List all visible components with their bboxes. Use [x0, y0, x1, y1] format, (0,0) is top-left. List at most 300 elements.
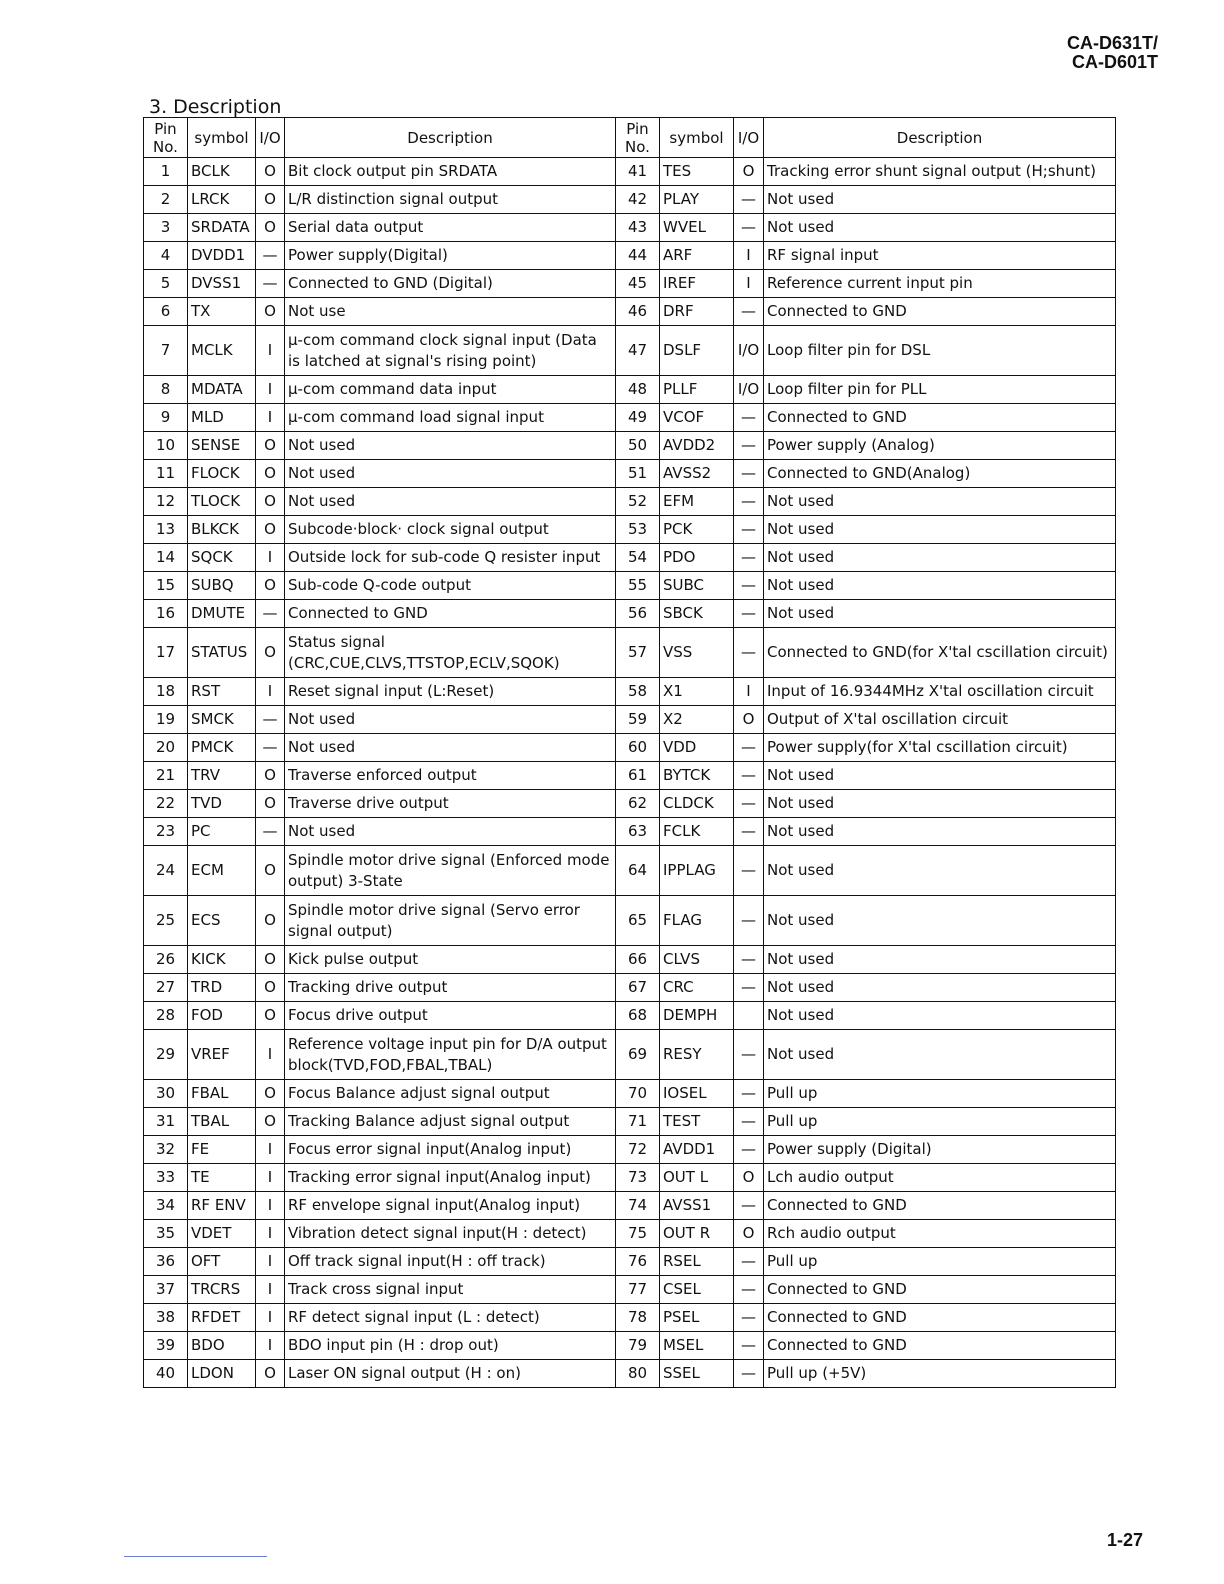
pin-symbol: TES — [660, 158, 734, 186]
pin-number: 26 — [144, 946, 188, 974]
pin-number: 11 — [144, 460, 188, 488]
pin-number: 66 — [616, 946, 660, 974]
pin-io: — — [734, 1136, 764, 1164]
pin-description: Not use — [285, 298, 616, 326]
pin-symbol: SBCK — [660, 600, 734, 628]
pin-number: 77 — [616, 1276, 660, 1304]
pin-symbol: ARF — [660, 242, 734, 270]
pin-io: O — [734, 158, 764, 186]
pin-number: 64 — [616, 846, 660, 896]
pin-description: μ-com command clock signal input (Data is latched at signal's rising point) — [285, 326, 616, 376]
pin-number: 18 — [144, 678, 188, 706]
table-row — [144, 734, 1116, 762]
table-row — [144, 946, 1116, 974]
pin-description: Not used — [764, 790, 1116, 818]
pin-number: 2 — [144, 186, 188, 214]
pin-symbol: FOD — [188, 1002, 256, 1030]
pin-symbol: SQCK — [188, 544, 256, 572]
pin-description: Status signal (CRC,CUE,CLVS,TTSTOP,ECLV,SQOK) — [285, 628, 616, 678]
pin-symbol: BCLK — [188, 158, 256, 186]
pin-description: Reset signal input (L:Reset) — [285, 678, 616, 706]
table-row — [144, 762, 1116, 790]
pin-symbol: TE — [188, 1164, 256, 1192]
pin-number: 43 — [616, 214, 660, 242]
pin-number: 55 — [616, 572, 660, 600]
pin-description: RF signal input — [764, 242, 1116, 270]
pin-symbol: BDO — [188, 1332, 256, 1360]
pin-symbol: DSLF — [660, 326, 734, 376]
table-row — [144, 790, 1116, 818]
pin-symbol: PSEL — [660, 1304, 734, 1332]
model-number — [1067, 34, 1158, 72]
pin-number: 65 — [616, 896, 660, 946]
pin-io: — — [734, 516, 764, 544]
pin-io: — — [734, 460, 764, 488]
pin-description: Bit clock output pin SRDATA — [285, 158, 616, 186]
table-row — [144, 1276, 1116, 1304]
pin-number: 67 — [616, 974, 660, 1002]
pin-io: I — [256, 544, 285, 572]
pin-description: Connected to GND — [764, 1304, 1116, 1332]
pin-io: O — [734, 706, 764, 734]
table-row — [144, 1304, 1116, 1332]
pin-description: Not used — [764, 186, 1116, 214]
table-row — [144, 846, 1116, 896]
pin-symbol: MLD — [188, 404, 256, 432]
pin-number: 53 — [616, 516, 660, 544]
pin-symbol: SUBQ — [188, 572, 256, 600]
pin-description: Focus error signal input(Analog input) — [285, 1136, 616, 1164]
pin-io: O — [256, 432, 285, 460]
pin-io: — — [734, 1276, 764, 1304]
pin-description: Connected to GND — [764, 404, 1116, 432]
pin-number: 38 — [144, 1304, 188, 1332]
pin-description: Not used — [285, 734, 616, 762]
pin-io: — — [734, 186, 764, 214]
pin-symbol: MDATA — [188, 376, 256, 404]
pin-number: 32 — [144, 1136, 188, 1164]
pin-symbol: RF ENV — [188, 1192, 256, 1220]
pin-description: Sub-code Q-code output — [285, 572, 616, 600]
pin-number: 36 — [144, 1248, 188, 1276]
pin-symbol: VREF — [188, 1030, 256, 1080]
pin-number: 61 — [616, 762, 660, 790]
pin-description: Reference current input pin — [764, 270, 1116, 298]
pin-description: Traverse drive output — [285, 790, 616, 818]
pin-number: 24 — [144, 846, 188, 896]
pin-description: Connected to GND (Digital) — [285, 270, 616, 298]
pin-symbol: AVSS2 — [660, 460, 734, 488]
pin-io: I — [256, 1220, 285, 1248]
table-row — [144, 1030, 1116, 1080]
pin-description: Vibration detect signal input(H : detect) — [285, 1220, 616, 1248]
pin-symbol: RSEL — [660, 1248, 734, 1276]
pin-io: O — [256, 460, 285, 488]
pin-io: I — [734, 242, 764, 270]
pin-io: — — [734, 214, 764, 242]
pin-symbol: MCLK — [188, 326, 256, 376]
pin-symbol: PCK — [660, 516, 734, 544]
pin-number: 4 — [144, 242, 188, 270]
pin-number: 8 — [144, 376, 188, 404]
pin-io: — — [734, 1192, 764, 1220]
pin-description: Not used — [764, 818, 1116, 846]
pin-description: BDO input pin (H : drop out) — [285, 1332, 616, 1360]
pin-io: O — [256, 974, 285, 1002]
pin-io: — — [256, 270, 285, 298]
pin-description: Track cross signal input — [285, 1276, 616, 1304]
pin-io: I — [256, 678, 285, 706]
pin-symbol: STATUS — [188, 628, 256, 678]
pin-number: 45 — [616, 270, 660, 298]
pin-description: Not used — [764, 1030, 1116, 1080]
pin-description: Not used — [285, 706, 616, 734]
pin-number: 46 — [616, 298, 660, 326]
pin-description: μ-com command data input — [285, 376, 616, 404]
pin-description: Power supply(Digital) — [285, 242, 616, 270]
pin-description: Output of X'tal oscillation circuit — [764, 706, 1116, 734]
pin-symbol: BYTCK — [660, 762, 734, 790]
pin-number: 34 — [144, 1192, 188, 1220]
pin-description: Pull up — [764, 1108, 1116, 1136]
pin-io: I/O — [734, 376, 764, 404]
pin-symbol: PDO — [660, 544, 734, 572]
pin-io: — — [734, 1304, 764, 1332]
pin-number: 40 — [144, 1360, 188, 1388]
pin-symbol: DMUTE — [188, 600, 256, 628]
pin-number: 31 — [144, 1108, 188, 1136]
pin-io: O — [256, 896, 285, 946]
pin-io: — — [734, 544, 764, 572]
pin-description: Spindle motor drive signal (Servo error signal output) — [285, 896, 616, 946]
pin-description: Power supply(for X'tal cscillation circuit) — [764, 734, 1116, 762]
pin-number: 28 — [144, 1002, 188, 1030]
pin-description: Power supply (Digital) — [764, 1136, 1116, 1164]
pin-number: 13 — [144, 516, 188, 544]
pin-io: — — [734, 432, 764, 460]
pin-symbol: FCLK — [660, 818, 734, 846]
pin-description: Subcode·block· clock signal output — [285, 516, 616, 544]
pin-io: — — [734, 488, 764, 516]
pin-description: Power supply (Analog) — [764, 432, 1116, 460]
pin-description: Tracking error signal input(Analog input) — [285, 1164, 616, 1192]
pin-number: 9 — [144, 404, 188, 432]
header-io: I/O — [734, 118, 764, 158]
pin-symbol: FLAG — [660, 896, 734, 946]
pin-description: RF envelope signal input(Analog input) — [285, 1192, 616, 1220]
pin-io — [734, 1002, 764, 1030]
pin-description: Connected to GND — [764, 1332, 1116, 1360]
table-row — [144, 572, 1116, 600]
pin-description: Not used — [285, 488, 616, 516]
pin-symbol: TRV — [188, 762, 256, 790]
pin-number: 48 — [616, 376, 660, 404]
table-row — [144, 186, 1116, 214]
table-row — [144, 628, 1116, 678]
pin-description: Connected to GND — [285, 600, 616, 628]
pin-description: Loop filter pin for DSL — [764, 326, 1116, 376]
pin-number: 69 — [616, 1030, 660, 1080]
pin-number: 75 — [616, 1220, 660, 1248]
pin-description-table — [143, 117, 1116, 1388]
pin-description: Not used — [764, 544, 1116, 572]
pin-io: O — [256, 516, 285, 544]
pin-io: O — [256, 214, 285, 242]
pin-description: Kick pulse output — [285, 946, 616, 974]
pin-number: 54 — [616, 544, 660, 572]
pin-io: O — [256, 762, 285, 790]
pin-number: 41 — [616, 158, 660, 186]
pin-symbol: PLLF — [660, 376, 734, 404]
pin-io: — — [256, 818, 285, 846]
table-row — [144, 1002, 1116, 1030]
pin-io: I — [256, 1304, 285, 1332]
pin-description: Connected to GND — [764, 1276, 1116, 1304]
pin-number: 20 — [144, 734, 188, 762]
pin-number: 76 — [616, 1248, 660, 1276]
table-row — [144, 376, 1116, 404]
pin-io: O — [256, 790, 285, 818]
pin-io: I — [256, 1192, 285, 1220]
pin-description: Not used — [764, 488, 1116, 516]
pin-symbol: CRC — [660, 974, 734, 1002]
pin-description: Connected to GND(Analog) — [764, 460, 1116, 488]
table-row — [144, 1332, 1116, 1360]
pin-number: 58 — [616, 678, 660, 706]
pin-number: 70 — [616, 1080, 660, 1108]
pin-description: Connected to GND — [764, 298, 1116, 326]
pin-symbol: BLKCK — [188, 516, 256, 544]
pin-io: I — [734, 678, 764, 706]
pin-symbol: SENSE — [188, 432, 256, 460]
table-row — [144, 678, 1116, 706]
table-row — [144, 1164, 1116, 1192]
pin-symbol: RFDET — [188, 1304, 256, 1332]
pin-io: — — [734, 404, 764, 432]
pin-symbol: DEMPH — [660, 1002, 734, 1030]
pin-io: — — [734, 974, 764, 1002]
table-row — [144, 488, 1116, 516]
table-row — [144, 460, 1116, 488]
pin-number: 1 — [144, 158, 188, 186]
pin-description: Reference voltage input pin for D/A output block(TVD,FOD,FBAL,TBAL) — [285, 1030, 616, 1080]
header-pin-no: Pin No. — [616, 118, 660, 158]
pin-number: 39 — [144, 1332, 188, 1360]
pin-symbol: TRCRS — [188, 1276, 256, 1304]
pin-number: 78 — [616, 1304, 660, 1332]
pin-io: O — [256, 186, 285, 214]
table-row — [144, 600, 1116, 628]
pin-description: Pull up — [764, 1248, 1116, 1276]
header-description: Description — [285, 118, 616, 158]
pin-io: — — [734, 818, 764, 846]
pin-io: — — [734, 1030, 764, 1080]
pin-io: — — [256, 242, 285, 270]
pin-io: O — [256, 488, 285, 516]
table-row — [144, 1220, 1116, 1248]
pin-io: O — [256, 846, 285, 896]
pin-description: Pull up — [764, 1080, 1116, 1108]
pin-symbol: AVDD2 — [660, 432, 734, 460]
pin-io: I — [256, 1030, 285, 1080]
pin-symbol: TX — [188, 298, 256, 326]
table-row — [144, 544, 1116, 572]
pin-io: — — [734, 1248, 764, 1276]
table-row — [144, 214, 1116, 242]
pin-number: 74 — [616, 1192, 660, 1220]
pin-io: I — [256, 1164, 285, 1192]
pin-symbol: SUBC — [660, 572, 734, 600]
pin-symbol: TBAL — [188, 1108, 256, 1136]
pin-io: — — [734, 1332, 764, 1360]
table-row — [144, 270, 1116, 298]
pin-io: — — [734, 1360, 764, 1388]
pin-symbol: ECM — [188, 846, 256, 896]
pin-symbol: VSS — [660, 628, 734, 678]
pin-io: I — [256, 326, 285, 376]
pin-io: — — [734, 946, 764, 974]
pin-io: — — [734, 896, 764, 946]
pin-symbol: FE — [188, 1136, 256, 1164]
pin-symbol: OUT R — [660, 1220, 734, 1248]
pin-description: Loop filter pin for PLL — [764, 376, 1116, 404]
pin-description: Pull up (+5V) — [764, 1360, 1116, 1388]
pin-number: 73 — [616, 1164, 660, 1192]
pin-number: 63 — [616, 818, 660, 846]
pin-io: O — [256, 628, 285, 678]
header-symbol: symbol — [660, 118, 734, 158]
pin-io: O — [734, 1164, 764, 1192]
pin-number: 3 — [144, 214, 188, 242]
pin-io: I — [734, 270, 764, 298]
pin-io: I — [256, 376, 285, 404]
pin-description: Lch audio output — [764, 1164, 1116, 1192]
page-number: 1-27 — [1106, 1530, 1143, 1550]
pin-description: Tracking drive output — [285, 974, 616, 1002]
pin-symbol: PC — [188, 818, 256, 846]
pin-description: Not used — [285, 460, 616, 488]
pin-symbol: PMCK — [188, 734, 256, 762]
table-row — [144, 242, 1116, 270]
pin-description: Not used — [764, 896, 1116, 946]
pin-number: 35 — [144, 1220, 188, 1248]
pin-number: 7 — [144, 326, 188, 376]
pin-description: Not used — [764, 762, 1116, 790]
pin-symbol: OUT L — [660, 1164, 734, 1192]
pin-io: — — [734, 600, 764, 628]
pin-symbol: AVSS1 — [660, 1192, 734, 1220]
pin-description: Rch audio output — [764, 1220, 1116, 1248]
pin-description: Tracking Balance adjust signal output — [285, 1108, 616, 1136]
pin-io: I — [256, 1276, 285, 1304]
pin-io: I — [256, 404, 285, 432]
pin-io: — — [734, 298, 764, 326]
pin-number: 57 — [616, 628, 660, 678]
pin-number: 68 — [616, 1002, 660, 1030]
pin-description: Off track signal input(H : off track) — [285, 1248, 616, 1276]
pin-symbol: EFM — [660, 488, 734, 516]
pin-description: Not used — [285, 432, 616, 460]
pin-io: I/O — [734, 326, 764, 376]
pin-number: 21 — [144, 762, 188, 790]
pin-number: 47 — [616, 326, 660, 376]
pin-io: — — [734, 628, 764, 678]
pin-symbol: FLOCK — [188, 460, 256, 488]
table-header-row — [144, 118, 1116, 158]
table-row — [144, 404, 1116, 432]
pin-symbol: CLDCK — [660, 790, 734, 818]
header-io: I/O — [256, 118, 285, 158]
model-line-1: CA-D631T/ — [1066, 33, 1158, 53]
pin-number: 52 — [616, 488, 660, 516]
pin-io: O — [256, 572, 285, 600]
table-row — [144, 516, 1116, 544]
pin-io: O — [734, 1220, 764, 1248]
pin-io: — — [734, 762, 764, 790]
table-row — [144, 298, 1116, 326]
pin-number: 33 — [144, 1164, 188, 1192]
pin-number: 6 — [144, 298, 188, 326]
pin-symbol: DVDD1 — [188, 242, 256, 270]
pin-symbol: RST — [188, 678, 256, 706]
pin-io: — — [734, 734, 764, 762]
pin-io: — — [256, 734, 285, 762]
pin-symbol: VDET — [188, 1220, 256, 1248]
pin-description: Connected to GND(for X'tal cscillation circuit) — [764, 628, 1116, 678]
pin-io: I — [256, 1136, 285, 1164]
pin-io: O — [256, 1108, 285, 1136]
pin-number: 16 — [144, 600, 188, 628]
pin-symbol: LRCK — [188, 186, 256, 214]
pin-number: 62 — [616, 790, 660, 818]
pin-description: Connected to GND — [764, 1192, 1116, 1220]
pin-description: μ-com command load signal input — [285, 404, 616, 432]
pin-description: Not used — [764, 600, 1116, 628]
pin-number: 71 — [616, 1108, 660, 1136]
pin-io: I — [256, 1332, 285, 1360]
pin-symbol: FBAL — [188, 1080, 256, 1108]
pin-io: — — [734, 572, 764, 600]
pin-description: RF detect signal input (L : detect) — [285, 1304, 616, 1332]
pin-description: Not used — [764, 572, 1116, 600]
pin-description: Outside lock for sub-code Q resister input — [285, 544, 616, 572]
pin-symbol: X1 — [660, 678, 734, 706]
table-row — [144, 1080, 1116, 1108]
pin-number: 23 — [144, 818, 188, 846]
pin-description: Laser ON signal output (H : on) — [285, 1360, 616, 1388]
pin-symbol: IOSEL — [660, 1080, 734, 1108]
pin-number: 80 — [616, 1360, 660, 1388]
pin-number: 17 — [144, 628, 188, 678]
pin-description: Not used — [285, 818, 616, 846]
pin-io: O — [256, 946, 285, 974]
table-row — [144, 158, 1116, 186]
table-row — [144, 1108, 1116, 1136]
pin-io: — — [734, 1108, 764, 1136]
pin-symbol: PLAY — [660, 186, 734, 214]
pin-description: Not used — [764, 974, 1116, 1002]
pin-number: 59 — [616, 706, 660, 734]
pin-number: 44 — [616, 242, 660, 270]
pin-symbol: SRDATA — [188, 214, 256, 242]
pin-description: Not used — [764, 516, 1116, 544]
pin-description: Focus drive output — [285, 1002, 616, 1030]
pin-symbol: SSEL — [660, 1360, 734, 1388]
table-row — [144, 974, 1116, 1002]
pin-description: Not used — [764, 846, 1116, 896]
pin-number: 29 — [144, 1030, 188, 1080]
pin-io: — — [256, 600, 285, 628]
